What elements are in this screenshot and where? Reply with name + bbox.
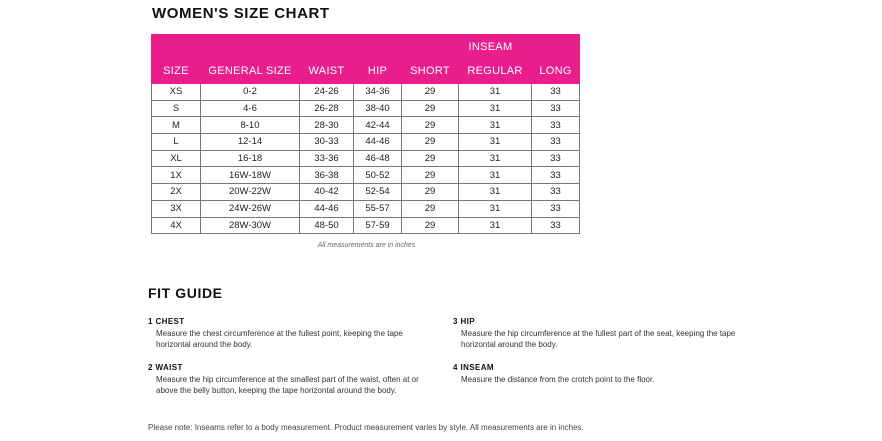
cell-short: 29 [402,217,459,234]
cell-waist: 30-33 [300,134,354,151]
cell-regular: 31 [459,100,532,117]
fit-guide-text: Measure the hip circumference at the smallest part of the waist, often at or above the belly button, keeping the tape horizontal around the body. [156,374,419,395]
cell-short: 29 [402,184,459,201]
cell-short: 29 [402,167,459,184]
fit-guide-item-waist [148,362,438,397]
table-row [152,84,580,101]
cell-long: 33 [532,217,580,234]
cell-hip: 57-59 [354,217,402,234]
footer-note: Please note: Inseams refer to a body measurement. Product measurement varies by style. All measurements are in inches. [148,423,584,432]
cell-hip: 38-40 [354,100,402,117]
column-header-general-size: GENERAL SIZE [201,59,300,84]
inseam-group-header: INSEAM [402,35,580,59]
cell-long: 33 [532,167,580,184]
fit-guide-heading: 4 INSEAM [453,363,494,372]
cell-short: 29 [402,200,459,217]
cell-hip: 42-44 [354,117,402,134]
fit-guide-item-inseam [453,362,753,385]
cell-size: 4X [152,217,201,234]
column-header-long: LONG [532,59,580,84]
cell-regular: 31 [459,117,532,134]
cell-long: 33 [532,184,580,201]
fit-guide-item-chest [148,316,438,351]
cell-long: 33 [532,134,580,151]
cell-general-size: 0-2 [201,84,300,101]
cell-short: 29 [402,84,459,101]
cell-general-size: 16-18 [201,150,300,167]
cell-waist: 33-36 [300,150,354,167]
cell-waist: 26-28 [300,100,354,117]
fit-guide-heading: 2 WAIST [148,363,183,372]
cell-hip: 46-48 [354,150,402,167]
cell-regular: 31 [459,134,532,151]
cell-hip: 44-46 [354,134,402,151]
column-header-short: SHORT [402,59,459,84]
cell-regular: 31 [459,84,532,101]
cell-general-size: 24W-26W [201,200,300,217]
fit-guide-text: Measure the distance from the crotch point to the floor. [461,374,655,384]
cell-hip: 55-57 [354,200,402,217]
cell-regular: 31 [459,184,532,201]
table-row [152,217,580,234]
cell-general-size: 8-10 [201,117,300,134]
cell-hip: 50-52 [354,167,402,184]
table-row [152,184,580,201]
cell-waist: 24-26 [300,84,354,101]
page-title: WOMEN'S SIZE CHART [152,5,330,22]
cell-general-size: 12-14 [201,134,300,151]
cell-short: 29 [402,117,459,134]
cell-long: 33 [532,100,580,117]
cell-size: M [152,117,201,134]
cell-long: 33 [532,200,580,217]
fit-guide-title: FIT GUIDE [148,285,223,301]
cell-general-size: 4-6 [201,100,300,117]
size-chart-table [151,34,580,234]
cell-regular: 31 [459,167,532,184]
column-header-hip: HIP [354,59,402,84]
fit-guide-item-hip [453,316,753,351]
cell-regular: 31 [459,200,532,217]
cell-hip: 52-54 [354,184,402,201]
measurement-note: All measurements are in inches [317,242,416,249]
cell-size: 2X [152,184,201,201]
cell-short: 29 [402,134,459,151]
fit-guide-text: Measure the hip circumference at the fullest part of the seat, keeping the tape horizontal around the body. [461,328,736,349]
fit-guide-text: Measure the chest circumference at the fullest point, keeping the tape horizontal around the body. [156,328,403,349]
column-header-regular: REGULAR [459,59,532,84]
cell-waist: 44-46 [300,200,354,217]
cell-short: 29 [402,150,459,167]
cell-waist: 36-38 [300,167,354,184]
cell-size: 1X [152,167,201,184]
fit-guide-heading: 3 HIP [453,317,476,326]
cell-size: L [152,134,201,151]
cell-size: XS [152,84,201,101]
cell-short: 29 [402,100,459,117]
cell-general-size: 28W-30W [201,217,300,234]
table-row [152,200,580,217]
cell-size: XL [152,150,201,167]
cell-waist: 48-50 [300,217,354,234]
cell-waist: 28-30 [300,117,354,134]
table-row [152,100,580,117]
column-header-waist: WAIST [300,59,354,84]
table-row [152,117,580,134]
cell-hip: 34-36 [354,84,402,101]
cell-long: 33 [532,84,580,101]
table-row [152,150,580,167]
cell-general-size: 20W-22W [201,184,300,201]
cell-regular: 31 [459,217,532,234]
blank-header-cell [152,35,402,59]
table-header-row [152,59,580,84]
cell-long: 33 [532,150,580,167]
cell-size: S [152,100,201,117]
column-header-size: SIZE [152,59,201,84]
fit-guide-heading: 1 CHEST [148,317,185,326]
cell-size: 3X [152,200,201,217]
cell-regular: 31 [459,150,532,167]
table-row [152,134,580,151]
cell-waist: 40-42 [300,184,354,201]
table-group-header-row [152,35,580,59]
cell-long: 33 [532,117,580,134]
cell-general-size: 16W-18W [201,167,300,184]
table-row [152,167,580,184]
